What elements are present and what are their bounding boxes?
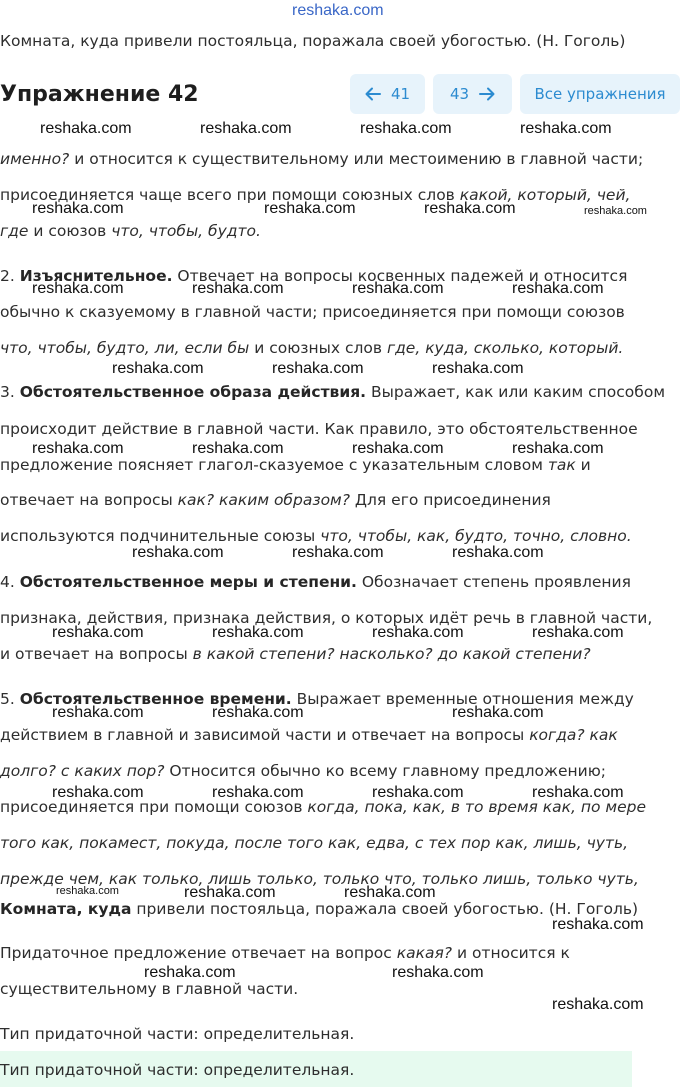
watermark: reshaka.com xyxy=(132,544,224,561)
watermark: reshaka.com xyxy=(112,360,204,377)
watermark: reshaka.com xyxy=(212,704,304,721)
text-line: происходит действие в главной части. Как правило, это обстоятельственное xyxy=(0,420,638,438)
text-line: 4. Обстоятельственное меры и степени. Обозначает степень проявления xyxy=(0,573,631,591)
watermark: reshaka.com xyxy=(512,280,604,297)
text-line: Придаточное предложение отвечает на вопрос какая? и относится к xyxy=(0,944,570,962)
watermark: reshaka.com xyxy=(344,884,436,901)
watermark: reshaka.com xyxy=(360,120,452,137)
example-sentence: Комната, куда привели постояльца, поражала своей убогостью. (Н. Гоголь) xyxy=(0,900,639,918)
watermark: reshaka.com xyxy=(212,784,304,801)
answer-text: Тип придаточной части: определительная. xyxy=(0,1061,355,1079)
watermark: reshaka.com xyxy=(184,884,276,901)
text-line: Тип придаточной части: определительная. xyxy=(0,1025,355,1043)
watermark: reshaka.com xyxy=(452,704,544,721)
all-exercises-label: Все упражнения xyxy=(534,85,666,103)
all-exercises-button[interactable] xyxy=(520,74,680,114)
prev-exercise-button[interactable] xyxy=(350,74,425,114)
text-line: прежде чем, как только, лишь только, только что, только лишь, только чуть, xyxy=(0,870,639,888)
text-line: 5. Обстоятельственное времени. Выражает временные отношения между xyxy=(0,690,634,708)
watermark: reshaka.com xyxy=(392,964,484,981)
watermark-top: reshaka.com xyxy=(292,2,384,19)
prev-exercise-label: 41 xyxy=(390,85,411,103)
text-line: действием в главной и зависимой части и отвечает на вопросы когда? как xyxy=(0,726,618,744)
next-exercise-label: 43 xyxy=(449,85,470,103)
watermark: reshaka.com xyxy=(212,624,304,641)
top-sentence: Комната, куда привели постояльца, поражала своей убогостью. (Н. Гоголь) xyxy=(0,32,626,50)
watermark: reshaka.com xyxy=(552,916,644,933)
text-line: присоединяется при помощи союзов когда, пока, как, в то время как, по мере xyxy=(0,798,647,816)
watermark: reshaka.com xyxy=(512,440,604,457)
watermark: reshaka.com xyxy=(272,360,364,377)
text-line: признака, действия, признака действия, о которых идёт речь в главной части, xyxy=(0,609,653,627)
text-line: существительному в главной части. xyxy=(0,980,299,998)
text-line: отвечает на вопросы как? каким образом? Для его присоединения xyxy=(0,491,551,509)
watermark: reshaka.com xyxy=(452,544,544,561)
watermark: reshaka.com xyxy=(32,440,124,457)
watermark: reshaka.com xyxy=(352,280,444,297)
watermark: reshaka.com xyxy=(144,964,236,981)
text-line: где и союзов что, чтобы, будто. xyxy=(0,222,261,240)
page-title: Упражнение 42 xyxy=(0,82,199,107)
next-exercise-button[interactable] xyxy=(433,74,512,114)
text-line: 2. Изъяснительное. Отвечает на вопросы косвенных падежей и относится xyxy=(0,267,628,285)
text-line: используются подчинительные союзы что, чтобы, как, будто, точно, словно. xyxy=(0,527,632,545)
text-line: долго? с каких пор? Относится обычно ко всему главному предложению; xyxy=(0,762,607,780)
watermark: reshaka.com xyxy=(52,704,144,721)
watermark: reshaka.com xyxy=(352,440,444,457)
watermark: reshaka.com xyxy=(520,120,612,137)
text-line: 3. Обстоятельственное образа действия. Выражает, как или каким способом xyxy=(0,383,666,401)
watermark: reshaka.com xyxy=(52,784,144,801)
text-line: что, чтобы, будто, ли, если бы и союзных слов где, куда, сколько, который. xyxy=(0,339,624,357)
text-line: именно? и относится к существительному или местоимению в главной части; xyxy=(0,150,644,168)
arrow-right-icon xyxy=(479,87,495,101)
text-line: обычно к сказуемому в главной части; присоединяется при помощи союзов xyxy=(0,303,625,321)
watermark: reshaka.com xyxy=(264,200,356,217)
watermark: reshaka.com xyxy=(192,440,284,457)
watermark: reshaka.com xyxy=(372,624,464,641)
watermark: reshaka.com xyxy=(372,784,464,801)
watermark: reshaka.com xyxy=(532,624,624,641)
watermark: reshaka.com xyxy=(192,280,284,297)
watermark: reshaka.com xyxy=(200,120,292,137)
watermark: reshaka.com xyxy=(552,996,644,1013)
text-line: того как, покамест, покуда, после того как, едва, с тех пор как, лишь, чуть, xyxy=(0,834,629,852)
watermark: reshaka.com xyxy=(584,205,647,217)
watermark: reshaka.com xyxy=(32,280,124,297)
watermark: reshaka.com xyxy=(52,624,144,641)
text-line: присоединяется чаще всего при помощи союзных слов какой, который, чей, xyxy=(0,186,631,204)
watermark: reshaka.com xyxy=(40,120,132,137)
watermark: reshaka.com xyxy=(532,784,624,801)
arrow-left-icon xyxy=(365,87,381,101)
watermark: reshaka.com xyxy=(32,200,124,217)
watermark: reshaka.com xyxy=(424,200,516,217)
watermark: reshaka.com xyxy=(432,360,524,377)
text-line: предложение поясняет глагол-сказуемое с указательным словом так и xyxy=(0,456,591,474)
watermark: reshaka.com xyxy=(56,885,119,897)
text-line: и отвечает на вопросы в какой степени? насколько? до какой степени? xyxy=(0,645,591,663)
watermark: reshaka.com xyxy=(292,544,384,561)
